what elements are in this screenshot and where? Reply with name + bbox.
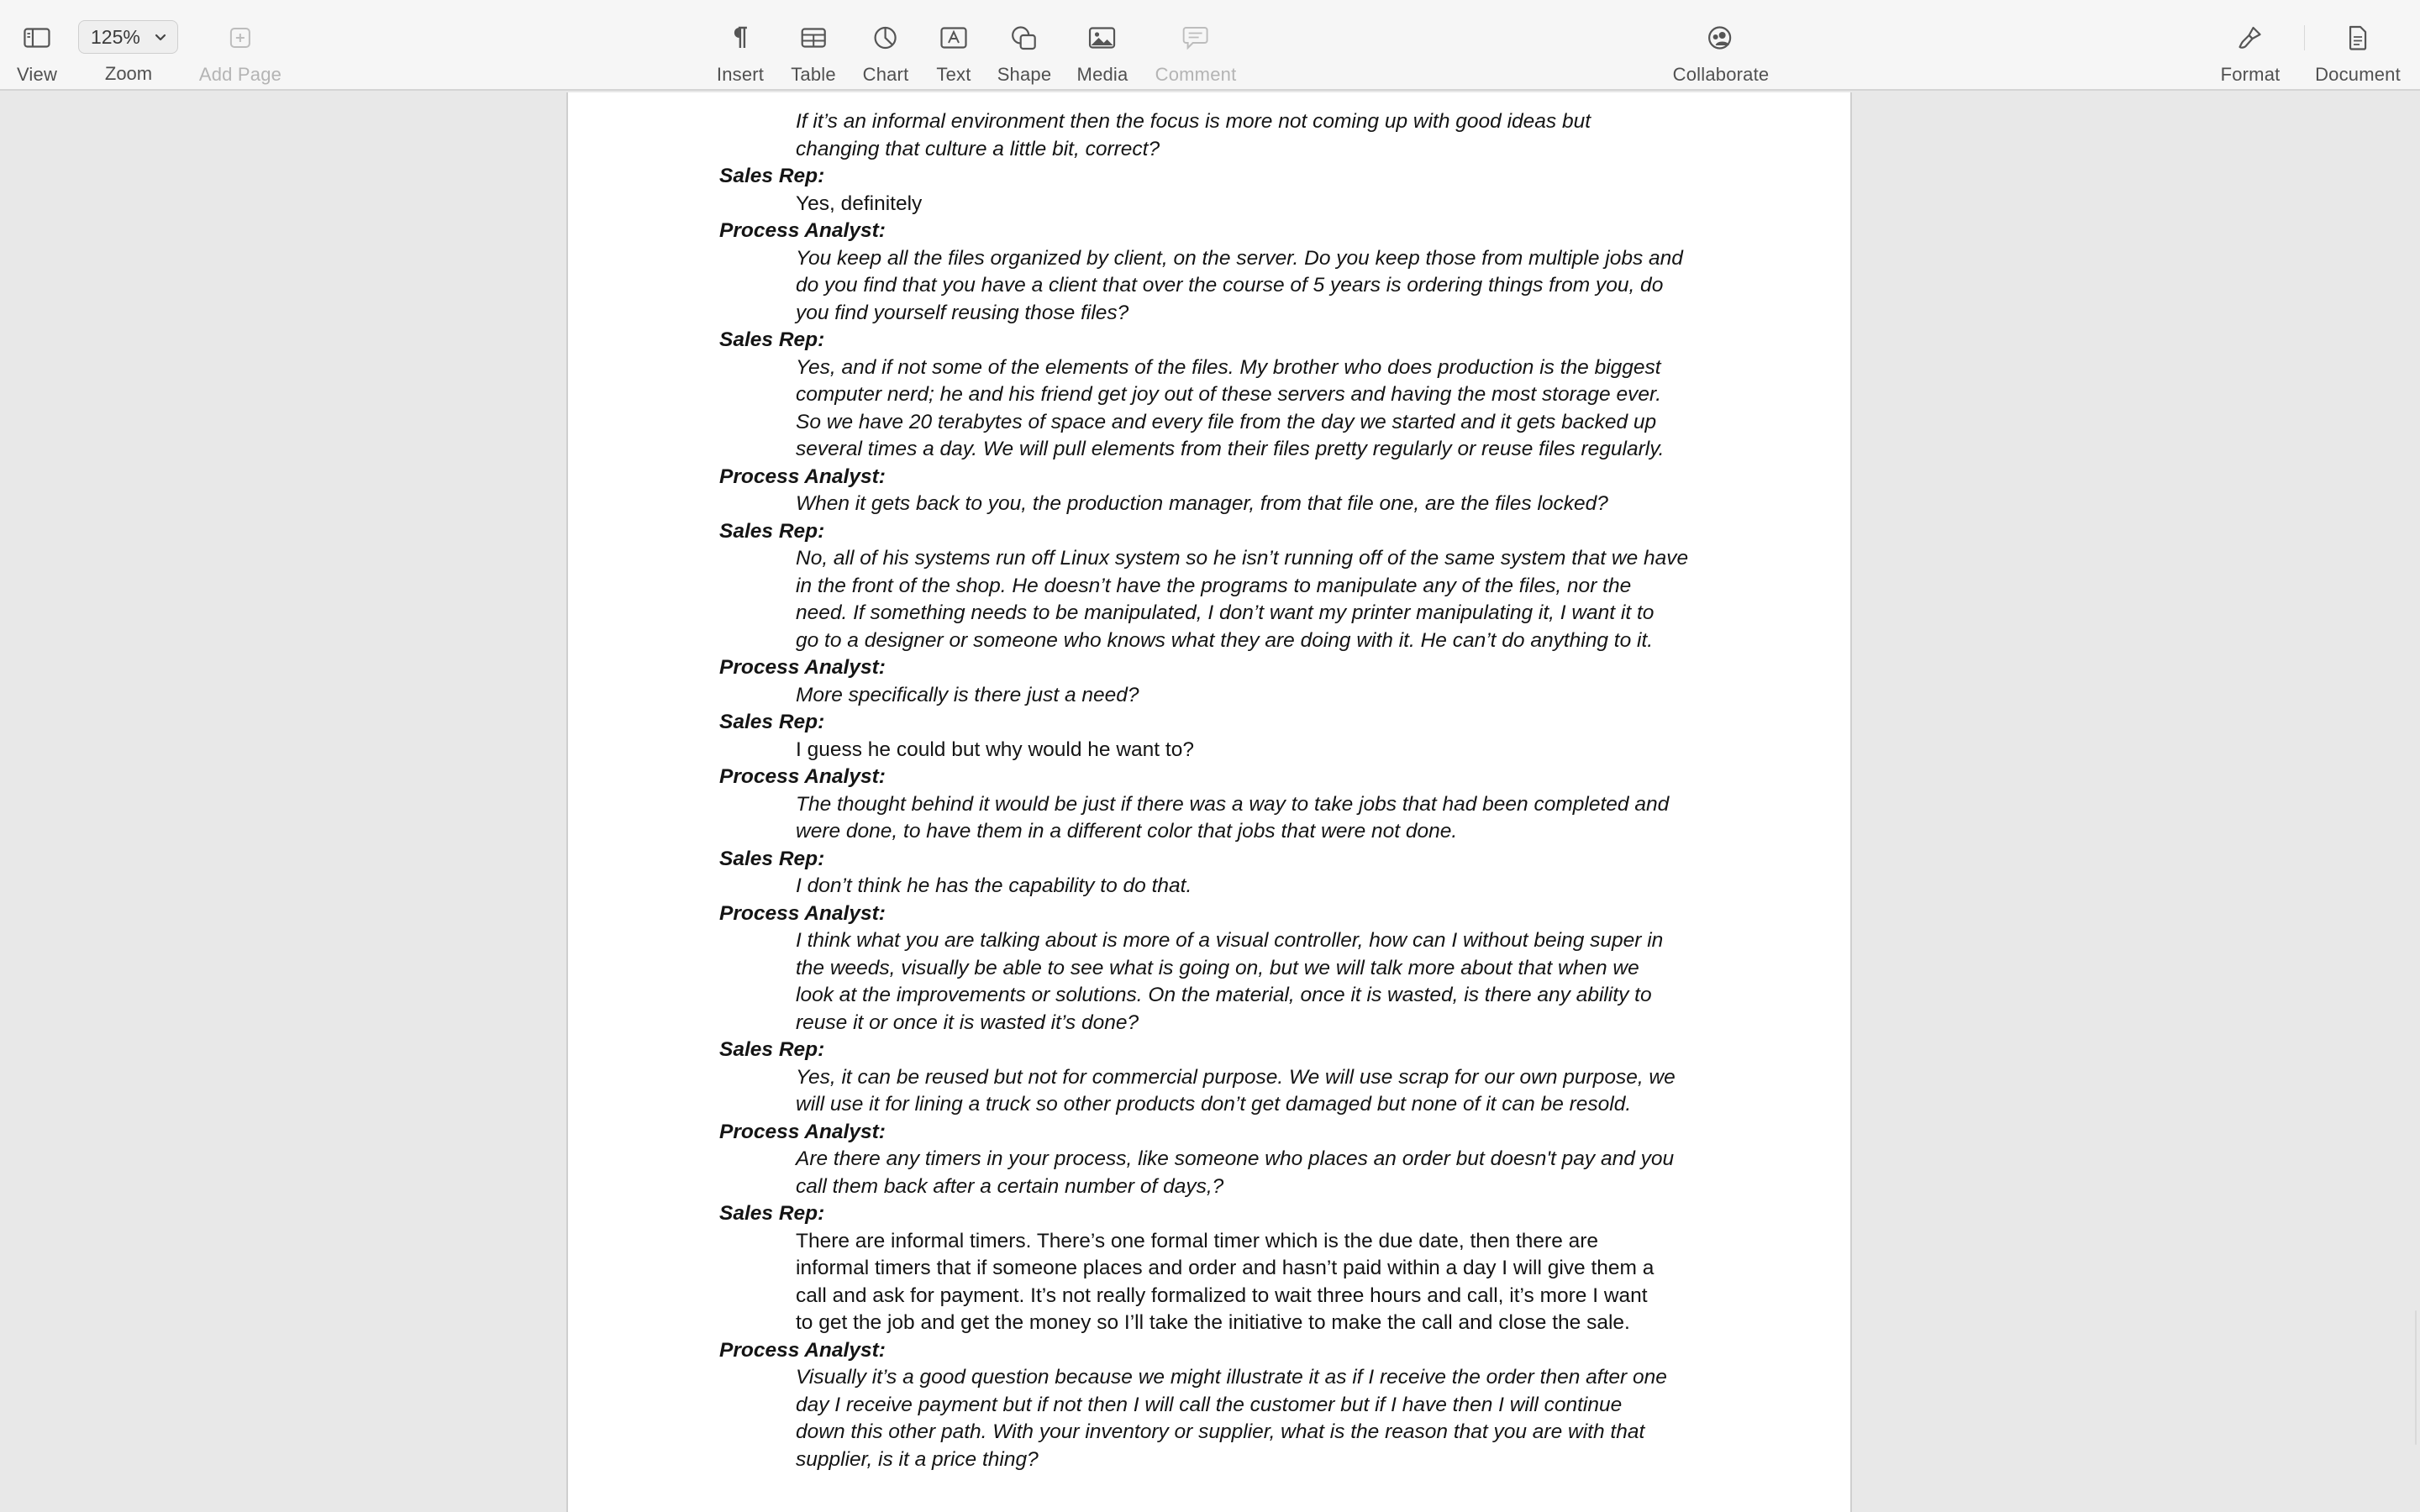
speaker-label: Process Analyst: — [719, 1120, 886, 1143]
utterance-text: If it’s an informal environment then the focus is more not coming up with good ideas but changing that culture a little bit, correct? — [796, 110, 1591, 160]
toolbar — [0, 0, 2420, 91]
shape-icon — [1006, 23, 1043, 53]
pie-chart-icon — [867, 23, 904, 53]
collaborate-icon — [1702, 23, 1739, 53]
document-icon — [2339, 23, 2376, 53]
speaker-label: Process Analyst: — [719, 1338, 886, 1362]
table-label: Table — [791, 64, 836, 85]
speaker-label: Process Analyst: — [719, 219, 886, 242]
speaker-label: Process Analyst: — [719, 465, 886, 488]
speaker-label: Sales Rep: — [719, 1038, 825, 1061]
utterance-text: Yes, it can be reused but not for commercial purpose. We will use scrap for our own purpose, we will use it for lining a truck so other products don’t get damaged but none of it can be resold. — [796, 1065, 1676, 1116]
speaker-label: Sales Rep: — [719, 1202, 825, 1225]
utterance-text: I don’t think he has the capability to do that. — [796, 874, 1192, 897]
speaker-label: Process Analyst: — [719, 656, 886, 679]
table-button[interactable] — [791, 0, 836, 91]
utterance-text: No, all of his systems run off Linux system so he isn’t running off of the same system that we have in the front of the shop. He doesn’t have the programs to manipulate any of the files, nor the need. If something needs to be manipulated, I don’t want my printer manipulating it, I want it to go to a designer or someone who knows what they are doing with it. He can’t do anything to it. — [796, 547, 1689, 652]
scrollbar[interactable] — [2415, 1310, 2417, 1445]
chart-label: Chart — [862, 64, 909, 85]
utterance-text: There are informal timers. There’s one formal timer which is the due date, then there are informal timers that if someone places and order and hasn’t paid within a day I will give them a call and ask for payment. It’s not really formalized to wait three hours and call, it’s more I want to get the job and get the money so I’ll take the initiative to make the call and close the sale. — [796, 1229, 1655, 1334]
utterance-text: When it gets back to you, the production manager, from that file one, are the files locked? — [796, 492, 1608, 515]
paragraph-icon — [722, 23, 759, 53]
speaker-label: Sales Rep: — [719, 165, 825, 187]
format-button[interactable] — [2221, 0, 2281, 91]
text-button[interactable] — [935, 0, 972, 91]
utterance-text: Visually it’s a good question because we might illustrate it as if I receive the order then after one day I receive payment but if not then I will call the customer but if I have then I will continue down this other path. With your inventory or supplier, what is the reason that you are with that supplier, is it a price thing? — [796, 1366, 1667, 1471]
shape-button[interactable] — [997, 0, 1052, 91]
chevron-down-icon — [154, 31, 167, 45]
document-label: Document — [2315, 64, 2401, 85]
insert-label: Insert — [716, 64, 765, 85]
comment-button[interactable] — [1155, 0, 1237, 91]
media-button[interactable] — [1077, 0, 1128, 91]
speaker-label: Sales Rep: — [719, 711, 825, 733]
utterance-text: Yes, and if not some of the elements of the files. My brother who does production is the biggest computer nerd; he and his friend get joy out of these servers and having the most storage ever. So we have 20 terabytes of space and every file from the day we started and it gets backed up several times a day. We will pull elements from their files pretty regularly or reuse files regularly. — [796, 355, 1665, 460]
transcript-body[interactable] — [719, 108, 1728, 1473]
speaker-label: Sales Rep: — [719, 328, 825, 351]
chart-button[interactable] — [863, 0, 909, 91]
shape-label: Shape — [997, 64, 1052, 85]
photo-icon — [1084, 23, 1121, 53]
add-page-label: Add Page — [198, 64, 282, 85]
utterance-text: I think what you are talking about is more of a visual controller, how can I without being super in the weeds, visually be able to see what is going on, but we will talk more about that when we look at the improvements or solutions. On the material, once it is wasted, is there any ability to reuse it or once it is wasted it’s done? — [796, 929, 1664, 1034]
speaker-label: Sales Rep: — [719, 847, 825, 870]
media-label: Media — [1076, 64, 1128, 85]
collaborate-label: Collaborate — [1672, 64, 1770, 85]
speaker-label: Process Analyst: — [719, 765, 886, 788]
comment-label: Comment — [1155, 64, 1237, 85]
insert-button[interactable] — [717, 0, 764, 91]
sidebar-icon — [18, 23, 55, 53]
utterance-text: You keep all the files organized by client, on the server. Do you keep those from multiple jobs and do you find that you have a client that over the course of 5 years is ordering things from you, do you find yourself reusing those files? — [796, 246, 1683, 324]
document-button[interactable] — [2315, 0, 2401, 91]
utterance-text: Yes, definitely — [796, 192, 923, 215]
add-page-button[interactable] — [199, 0, 281, 91]
utterance-text: The thought behind it would be just if there was a way to take jobs that had been completed and were done, to have them in a different color that jobs that were not done. — [796, 792, 1670, 843]
format-label: Format — [2220, 64, 2281, 85]
zoom-label: Zoom — [104, 63, 153, 84]
document-page[interactable] — [566, 92, 1852, 1512]
text-box-icon — [935, 23, 972, 53]
collaborate-button[interactable] — [1673, 0, 1770, 91]
table-icon — [795, 23, 832, 53]
view-button[interactable] — [17, 0, 57, 91]
text-label: Text — [936, 64, 971, 85]
view-label: View — [16, 64, 58, 85]
comment-icon — [1177, 23, 1214, 53]
document-canvas[interactable] — [0, 92, 2420, 1512]
zoom-select[interactable] — [78, 20, 178, 54]
speaker-label: Process Analyst: — [719, 901, 886, 925]
paintbrush-icon — [2232, 23, 2269, 53]
zoom-value: 125% — [91, 25, 140, 48]
toolbar-divider — [2304, 25, 2305, 50]
utterance-text: Are there any timers in your process, like someone who places an order but doesn't pay and you call them back after a certain number of days,? — [796, 1147, 1675, 1198]
utterance-text: I guess he could but why would he want to? — [796, 738, 1194, 761]
utterance-text: More specifically is there just a need? — [796, 683, 1139, 706]
speaker-label: Sales Rep: — [719, 519, 825, 543]
add-page-icon — [222, 23, 259, 53]
